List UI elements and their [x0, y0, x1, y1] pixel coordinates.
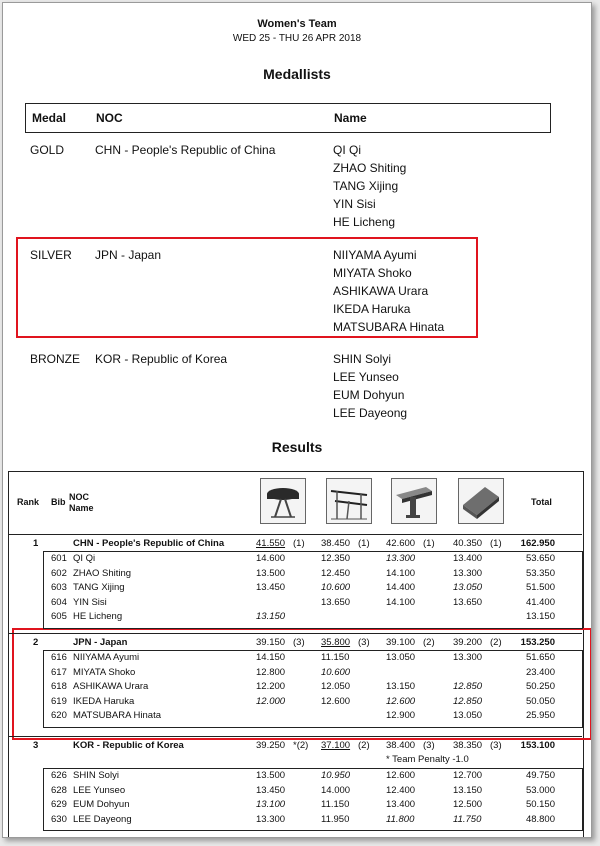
team-score-bars: 38.450 [321, 538, 351, 549]
athlete-score-bars: 12.450 [321, 567, 351, 579]
athlete-bib: 605 [51, 611, 67, 623]
athlete-name: IKEDA Haruka [73, 695, 135, 707]
team-score-floor: 39.200 [453, 637, 483, 648]
medallist-name: MATSUBARA Hinata [333, 320, 445, 334]
athlete-score-floor: 12.500 [453, 799, 483, 811]
athlete-score-vault: 13.500 [256, 567, 286, 579]
athlete-bib: 620 [51, 710, 67, 722]
medallists-heading: Medallists [263, 66, 331, 82]
medal-gold: GOLD [30, 143, 65, 157]
team-rank-bars: (3) [358, 637, 370, 648]
athlete-name: HE Licheng [73, 611, 123, 623]
athlete-total: 13.150 [525, 611, 555, 623]
athlete-name: ZHAO Shiting [73, 567, 132, 579]
athlete-total: 23.400 [525, 666, 555, 678]
medallist-name: SHIN Solyi [333, 352, 392, 366]
athlete-bib: 630 [51, 813, 67, 825]
athlete-score-vault: 13.100 [256, 799, 286, 811]
athlete-score-beam: 12.600 [386, 695, 416, 707]
col-name: Name [334, 111, 367, 125]
athlete-score-beam: 13.050 [386, 652, 416, 663]
medallist-name: ASHIKAWA Urara [333, 284, 429, 298]
athlete-score-floor: 13.050 [453, 710, 483, 722]
athlete-total: 51.500 [525, 582, 555, 594]
noc-gold: CHN - People's Republic of China [95, 143, 276, 157]
medal-bronze: BRONZE [30, 352, 81, 366]
medallist-name: YIN Sisi [333, 197, 376, 211]
athlete-score-bars: 14.000 [321, 784, 351, 796]
athlete-bib: 617 [51, 666, 67, 678]
athlete-score-vault: 12.000 [256, 695, 286, 707]
team-score-vault: 39.250 [256, 740, 286, 751]
athlete-score-vault: 13.300 [256, 813, 286, 825]
col-total: Total [531, 497, 552, 507]
team-score-floor: 40.350 [453, 538, 483, 549]
athlete-score-beam: 12.600 [386, 770, 416, 781]
athlete-score-vault: 13.150 [256, 611, 286, 623]
athlete-score-beam: 12.400 [386, 784, 416, 796]
athlete-bib: 628 [51, 784, 67, 796]
team-score-bars: 37.100 [321, 740, 351, 751]
team-rank-beam: (2) [423, 637, 435, 648]
balance-beam-icon [391, 478, 437, 524]
team-rank-floor: (1) [490, 538, 502, 549]
athlete-name: EUM Dohyun [73, 799, 130, 811]
athlete-bib: 602 [51, 567, 67, 579]
athlete-name: LEE Yunseo [73, 784, 126, 796]
athlete-score-floor: 11.750 [453, 813, 482, 825]
athlete-score-floor: 13.150 [453, 784, 483, 796]
athlete-score-beam: 13.150 [386, 681, 416, 693]
team-rank-bars: (1) [358, 538, 370, 549]
medallist-name: IKEDA Haruka [333, 302, 411, 316]
athlete-score-bars: 11.150 [321, 652, 350, 663]
athlete-bib: 604 [51, 596, 67, 608]
uneven-bars-icon [326, 478, 372, 524]
col-bib: Bib [51, 497, 66, 507]
athlete-score-floor: 13.650 [453, 596, 483, 608]
team-name: CHN - People's Republic of China [73, 538, 225, 549]
athlete-score-floor: 13.050 [453, 582, 483, 594]
team-rank-beam: (3) [423, 740, 435, 751]
athlete-score-floor: 12.700 [453, 770, 483, 781]
athlete-score-bars: 10.600 [321, 582, 351, 594]
athlete-total: 49.750 [525, 770, 555, 781]
athlete-score-bars: 13.650 [321, 596, 351, 608]
athlete-score-bars: 12.350 [321, 553, 351, 564]
team-score-vault: 39.150 [256, 637, 286, 648]
team-rank-vault: *(2) [293, 740, 309, 751]
team-rank-floor: (3) [490, 740, 502, 751]
medallist-name: EUM Dohyun [333, 388, 405, 402]
athlete-score-beam: 14.100 [386, 596, 416, 608]
athlete-score-bars: 12.050 [321, 681, 351, 693]
team-rank: 2 [33, 637, 39, 648]
athlete-score-floor: 13.300 [453, 652, 483, 663]
medallist-name: QI Qi [333, 143, 362, 157]
team-score-vault: 41.550 [256, 538, 286, 549]
team-rank: 3 [33, 740, 39, 751]
team-separator [8, 534, 582, 535]
athlete-score-beam: 11.800 [386, 813, 415, 825]
athlete-total: 50.050 [525, 695, 555, 707]
athlete-score-bars: 10.600 [321, 666, 351, 678]
medal-silver: SILVER [30, 248, 72, 262]
team-rank-beam: (1) [423, 538, 435, 549]
team-rank-bars: (2) [358, 740, 370, 751]
athlete-total: 50.150 [525, 799, 555, 811]
col-noc: NOC [96, 111, 123, 125]
athlete-score-vault: 12.800 [256, 666, 286, 678]
athlete-total: 50.250 [525, 681, 555, 693]
medallist-name: LEE Yunseo [333, 370, 399, 384]
athlete-bib: 601 [51, 553, 67, 564]
team-rank: 1 [33, 538, 39, 549]
team-rank-floor: (2) [490, 637, 502, 648]
team-name: JPN - Japan [73, 637, 128, 648]
team-penalty-note: * Team Penalty -1.0 [386, 754, 469, 765]
medallist-name: LEE Dayeong [333, 406, 408, 420]
medallist-name: HE Licheng [333, 215, 396, 229]
team-rank-vault: (3) [293, 637, 305, 648]
medallist-name: NIIYAMA Ayumi [333, 248, 417, 262]
athlete-score-bars: 11.950 [321, 813, 350, 825]
team-separator [8, 736, 582, 737]
col-noc: NOC [69, 492, 89, 502]
team-separator [8, 633, 582, 634]
athlete-score-bars: 12.600 [321, 695, 351, 707]
athlete-name: SHIN Solyi [73, 770, 119, 781]
athlete-score-floor: 12.850 [453, 695, 483, 707]
results-heading: Results [271, 439, 323, 455]
athlete-total: 51.650 [525, 652, 555, 663]
athlete-name: ASHIKAWA Urara [73, 681, 149, 693]
medallists-table-header [25, 103, 551, 133]
athlete-score-beam: 13.400 [386, 799, 416, 811]
athlete-score-beam: 13.300 [386, 553, 416, 564]
athlete-total: 53.350 [525, 567, 555, 579]
athlete-total: 25.950 [525, 710, 555, 722]
athlete-bib: 626 [51, 770, 67, 781]
athlete-name: TANG Xijing [73, 582, 125, 594]
athlete-name: LEE Dayeong [73, 813, 132, 825]
team-score-bars: 35.800 [321, 637, 351, 648]
athlete-score-bars: 11.150 [321, 799, 350, 811]
athlete-bib: 616 [51, 652, 67, 663]
athlete-score-vault: 13.450 [256, 582, 286, 594]
athlete-total: 41.400 [525, 596, 555, 608]
team-name: KOR - Republic of Korea [73, 740, 184, 751]
team-score-beam: 42.600 [386, 538, 416, 549]
col-rank: Rank [17, 497, 40, 507]
athlete-score-vault: 14.150 [256, 652, 286, 663]
noc-bronze: KOR - Republic of Korea [95, 352, 228, 366]
athlete-bib: 629 [51, 799, 67, 811]
athlete-score-bars: 10.950 [321, 770, 351, 781]
athlete-score-floor: 13.400 [453, 553, 483, 564]
team-rank-vault: (1) [293, 538, 305, 549]
event-title: Women's Team [257, 18, 337, 30]
results-document [2, 2, 592, 838]
athlete-total: 48.800 [525, 813, 555, 825]
athlete-score-beam: 12.900 [386, 710, 416, 722]
athlete-total: 53.650 [525, 553, 555, 564]
athlete-score-vault: 14.600 [256, 553, 286, 564]
athlete-bib: 619 [51, 695, 67, 707]
vault-icon [260, 478, 306, 524]
team-total: 153.100 [520, 740, 555, 751]
team-total: 153.250 [520, 637, 555, 648]
athlete-score-vault: 13.500 [256, 770, 286, 781]
athlete-score-vault: 13.450 [256, 784, 286, 796]
event-dates: WED 25 - THU 26 APR 2018 [232, 33, 362, 44]
col-medal: Medal [32, 111, 67, 125]
medallist-name: ZHAO Shiting [333, 161, 407, 175]
athlete-score-vault: 12.200 [256, 681, 286, 693]
medallist-name: TANG Xijing [333, 179, 399, 193]
athlete-score-floor: 13.300 [453, 567, 483, 579]
team-score-beam: 39.100 [386, 637, 416, 648]
athlete-name: MIYATA Shoko [73, 666, 136, 678]
athlete-name: YIN Sisi [73, 596, 107, 608]
athlete-name: NIIYAMA Ayumi [73, 652, 140, 663]
athlete-bib: 618 [51, 681, 67, 693]
athlete-name: MATSUBARA Hinata [73, 710, 161, 722]
athlete-bib: 603 [51, 582, 67, 594]
athlete-total: 53.000 [525, 784, 555, 796]
team-total: 162.950 [520, 538, 555, 549]
noc-silver: JPN - Japan [95, 248, 162, 262]
medallist-name: MIYATA Shoko [333, 266, 412, 280]
team-score-beam: 38.400 [386, 740, 416, 751]
floor-exercise-icon [458, 478, 504, 524]
col-noc-name: Name [69, 503, 94, 513]
athlete-name: QI Qi [73, 553, 96, 564]
athlete-score-beam: 14.400 [386, 582, 416, 594]
athlete-score-floor: 12.850 [453, 681, 483, 693]
team-score-floor: 38.350 [453, 740, 483, 751]
athlete-score-beam: 14.100 [386, 567, 416, 579]
